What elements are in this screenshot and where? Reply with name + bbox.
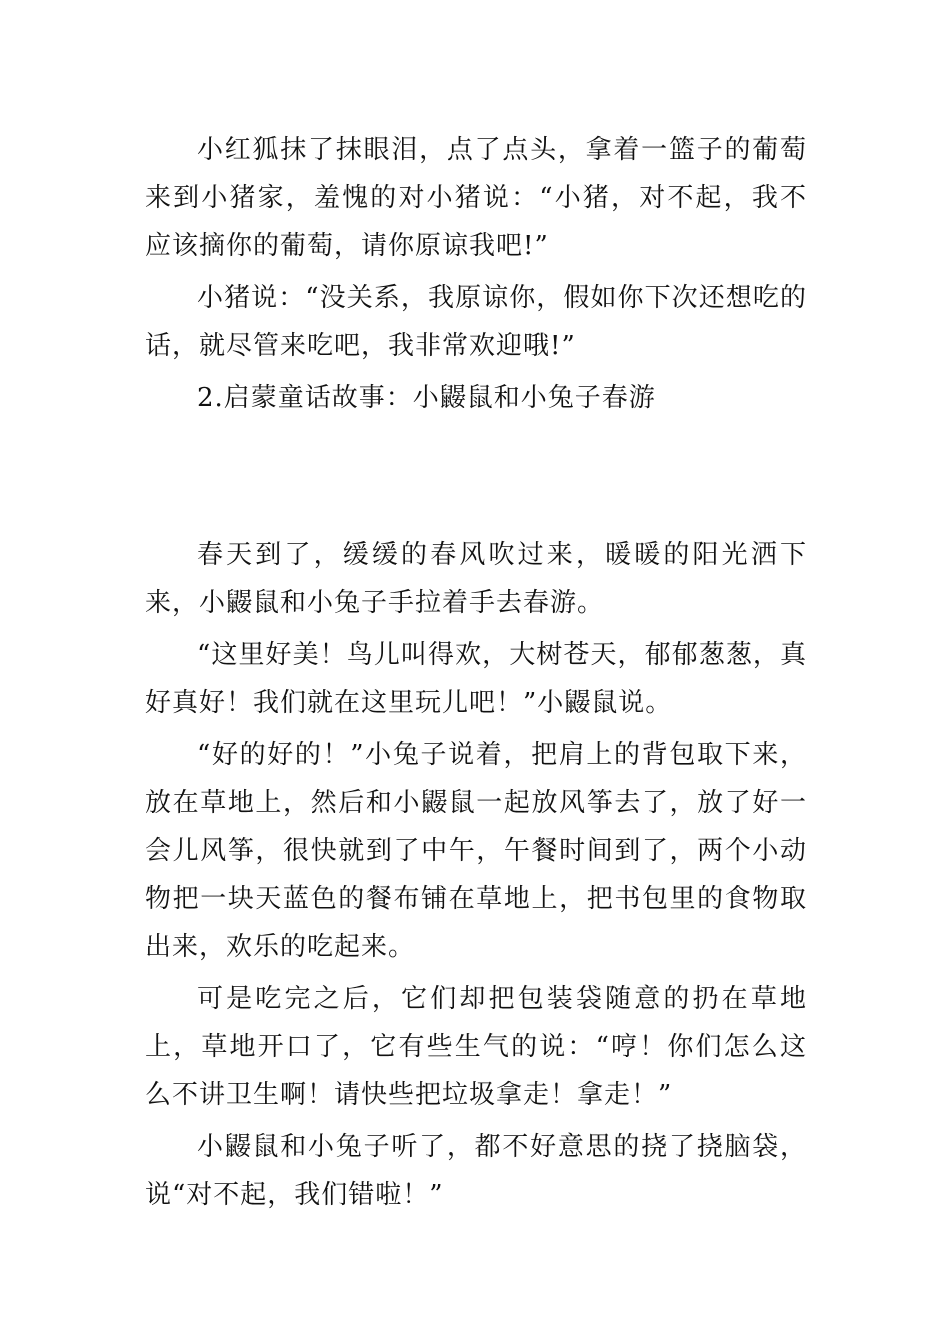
paragraph: “这里好美！鸟儿叫得欢，大树苍天，郁郁葱葱，真好真好！我们就在这里玩儿吧！”小鼹鼠说。 — [145, 640, 807, 718]
section-spacer — [145, 422, 807, 531]
document-body — [145, 126, 807, 1223]
paragraph: 小红狐抹了抹眼泪，点了点头，拿着一篮子的葡萄来到小猪家，羞愧的对小猪说：“小猪，对不起，我不应该摘你的葡萄，请你原谅我吧!” — [145, 135, 807, 261]
paragraph: 春天到了，缓缓的春风吹过来，暖暖的阳光洒下来，小鼹鼠和小兔子手拉着手去春游。 — [145, 540, 807, 618]
paragraph: 可是吃完之后，它们却把包装袋随意的扔在草地上，草地开口了，它有些生气的说：“哼！你们怎么这么不讲卫生啊！请快些把垃圾拿走！拿走！” — [145, 984, 807, 1110]
section-heading: 2.启蒙童话故事：小鼹鼠和小兔子春游 — [197, 383, 656, 413]
paragraph: 小猪说：“没关系，我原谅你，假如你下次还想吃的话，就尽管来吃吧，我非常欢迎哦!” — [145, 283, 807, 361]
paragraph: 小鼹鼠和小兔子听了，都不好意思的挠了挠脑袋，说“对不起，我们错啦！” — [145, 1132, 807, 1210]
paragraph: “好的好的！”小兔子说着，把肩上的背包取下来，放在草地上，然后和小鼹鼠一起放风筝去了，放了好一会儿风筝，很快就到了中午，午餐时间到了，两个小动物把一块天蓝色的餐布铺在草地上，把书包里的食物取出来，欢乐的吃起来。 — [145, 740, 807, 962]
